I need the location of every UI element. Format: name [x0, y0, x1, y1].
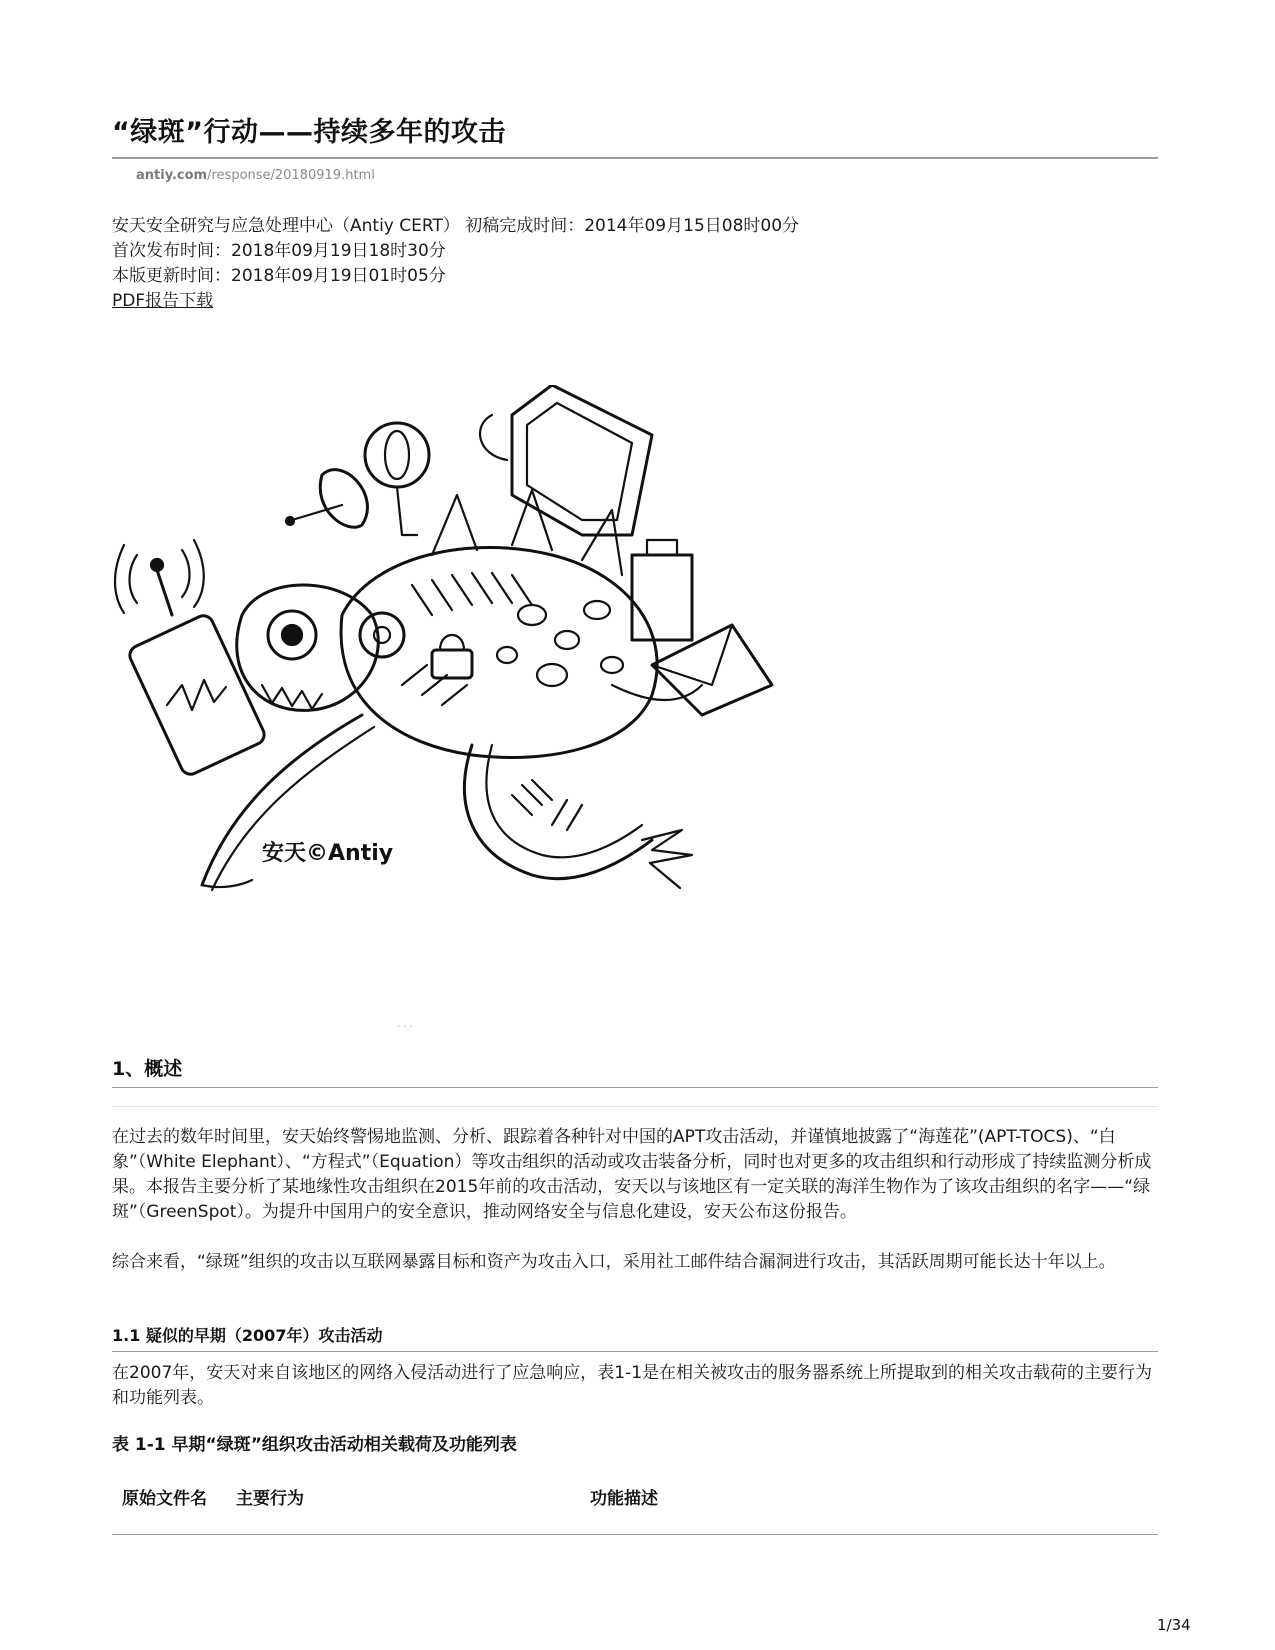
section-divider: [112, 1087, 1158, 1088]
overview-paragraph-2: 综合来看，“绿斑”组织的攻击以互联网暴露目标和资产为攻击入口，采用社工邮件结合漏洞进行攻击，其活跃周期可能长达十年以上。: [112, 1252, 1116, 1272]
meta-first-publish: 首次发布时间：2018年09月19日18时30分: [112, 241, 446, 261]
subsection-divider: [112, 1351, 1158, 1352]
table-header-filename: 原始文件名: [122, 1489, 207, 1509]
source-url[interactable]: [136, 168, 375, 183]
page-title: “绿斑”行动——持续多年的攻击: [112, 117, 506, 148]
section-heading-overview: 1、概述: [112, 1058, 183, 1080]
meta-updated: 本版更新时间：2018年09月19日01时05分: [112, 266, 446, 286]
early-activity-paragraph: 在2007年，安天对来自该地区的网络入侵活动进行了应急响应，表1-1是在相关被攻击的服务器系统上所提取到的相关攻击载荷的主要行为和功能列表。: [112, 1363, 1153, 1408]
page-number: 1/34: [1157, 1616, 1191, 1634]
decorative-dots: · · ·: [397, 1022, 413, 1033]
overview-paragraph-1: 在过去的数年时间里，安天始终警惕地监测、分析、跟踪着各种针对中国的APT攻击活动，并谨慎地披露了“海莲花”(APT-TOCS)、“白象”（White Elephant）、“方程式”（Equation）等攻击组织的活动或攻击装备分析，同时也对更多的攻击组织和行动形成了持续监测分析成果。本报告主要分析了某地缘性攻击组织在2015年前的攻击活动，安天以与该地区有一定关联的海洋生物作为了该攻击组织的名字——“绿斑”（GreenSpot）。为提升中国用户的安全意识，推动网络安全与信息化建设，安天公布这份报告。: [112, 1127, 1152, 1222]
table-header-behavior: 主要行为: [236, 1489, 304, 1509]
illustration-watermark: 安天©Antiy: [262, 841, 394, 866]
url-path: /response/20180919.html: [207, 168, 375, 183]
title-divider: [112, 157, 1158, 159]
subsection-heading-early-activity: 1.1 疑似的早期（2007年）攻击活动: [112, 1326, 383, 1345]
monster-illustration: [112, 385, 802, 940]
report-meta: [112, 214, 799, 314]
table-header-function: 功能描述: [590, 1489, 658, 1509]
section-divider-light: [112, 1106, 1158, 1107]
table-divider: [112, 1534, 1158, 1535]
meta-author-draft: 安天安全研究与应急处理中心（Antiy CERT） 初稿完成时间：2014年09月15日08时00分: [112, 216, 800, 236]
table-header-row: [112, 1476, 1158, 1536]
url-host: antiy.com: [136, 168, 208, 183]
table-caption: 表 1-1 早期“绿斑”组织攻击活动相关载荷及功能列表: [112, 1435, 517, 1455]
pdf-download-link[interactable]: PDF报告下载: [112, 291, 214, 311]
